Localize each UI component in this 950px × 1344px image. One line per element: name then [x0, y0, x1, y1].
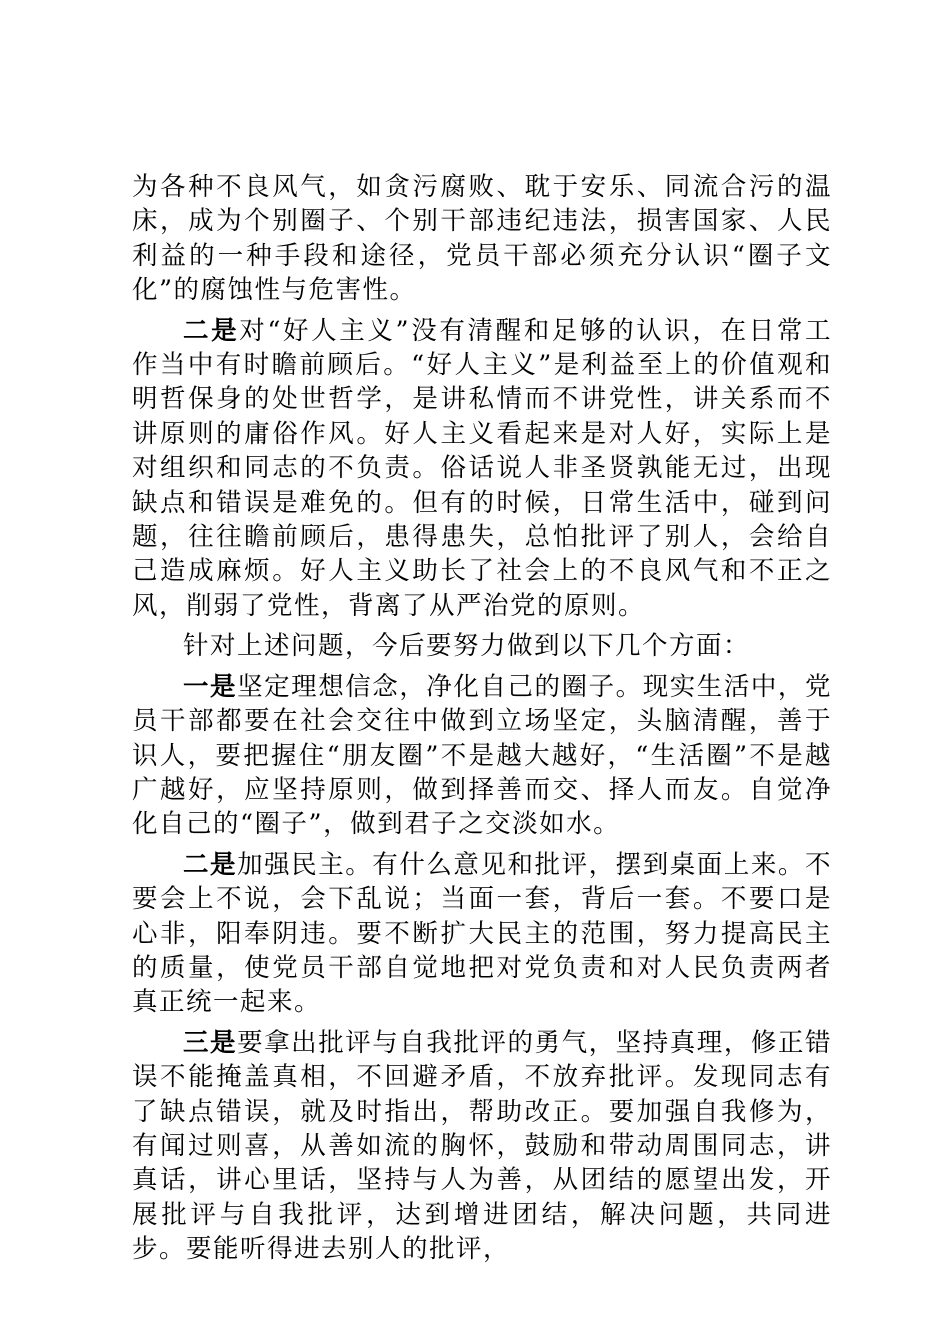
document-page: [132, 170, 832, 1267]
paragraph-measure-one: [132, 670, 832, 842]
paragraph-measure-two: [132, 848, 832, 1020]
paragraph-text: 加强民主。有什么意见和批评，摆到桌面上来。不要会上不说，会下乱说；当面一套，背后一套。不要口是心非，阳奉阴违。要不断扩大民主的范围，努力提高民主的质量，使党员干部自觉地把对党负责和对人民负责两者真正统一起来。: [132, 849, 832, 1018]
paragraph-continuation: [132, 170, 832, 308]
paragraph-lead: 三是: [183, 1027, 238, 1058]
paragraph-text: 坚定理想信念，净化自己的圈子。现实生活中，党员干部都要在社会交往中做到立场坚定，头脑清醒，善于识人，要把握住“朋友圈”不是越大越好，“生活圈”不是越广越好，应坚持原则，做到择善而交、择人而友。自觉净化自己的“圈子”，做到君子之交淡如水。: [132, 671, 832, 840]
paragraph-point-two-good-person: [132, 314, 832, 624]
paragraph-text: 对“好人主义”没有清醒和足够的认识，在日常工作当中有时瞻前顾后。“好人主义”是利益至上的价值观和明哲保身的处世哲学，是讲私情而不讲党性，讲关系而不讲原则的庸俗作风。好人主义看起来是对人好，实际上是对组织和同志的不负责。俗话说人非圣贤孰能无过，出现缺点和错误是难免的。但有的时候，日常生活中，碰到问题，往往瞻前顾后，患得患失，总怕批评了别人，会给自己造成麻烦。好人主义助长了社会上的不良风气和不正之风，削弱了党性，背离了从严治党的原则。: [132, 315, 832, 621]
paragraph-text: 要拿出批评与自我批评的勇气，坚持真理，修正错误不能掩盖真相，不回避矛盾，不放弃批评。发现同志有了缺点错误，就及时指出，帮助改正。要加强自我修为，有闻过则喜，从善如流的胸怀，鼓励和带动周围同志，讲真话，讲心里话，坚持与人为善，从团结的愿望出发，开展批评与自我批评，达到增进团结，解决问题，共同进步。要能听得进去别人的批评，: [132, 1027, 832, 1265]
paragraph-lead: 一是: [183, 671, 238, 702]
paragraph-text: 针对上述问题，今后要努力做到以下几个方面：: [183, 631, 751, 662]
paragraph-text: 为各种不良风气，如贪污腐败、耽于安乐、同流合污的温床，成为个别圈子、个别干部违纪违法，损害国家、人民利益的一种手段和途径，党员干部必须充分认识“圈子文化”的腐蚀性与危害性。: [132, 172, 832, 306]
paragraph-lead: 二是: [183, 849, 238, 880]
paragraph-lead: 二是: [183, 315, 240, 346]
paragraph-measure-three: [132, 1026, 832, 1267]
paragraph-intro-measures: [132, 629, 832, 663]
